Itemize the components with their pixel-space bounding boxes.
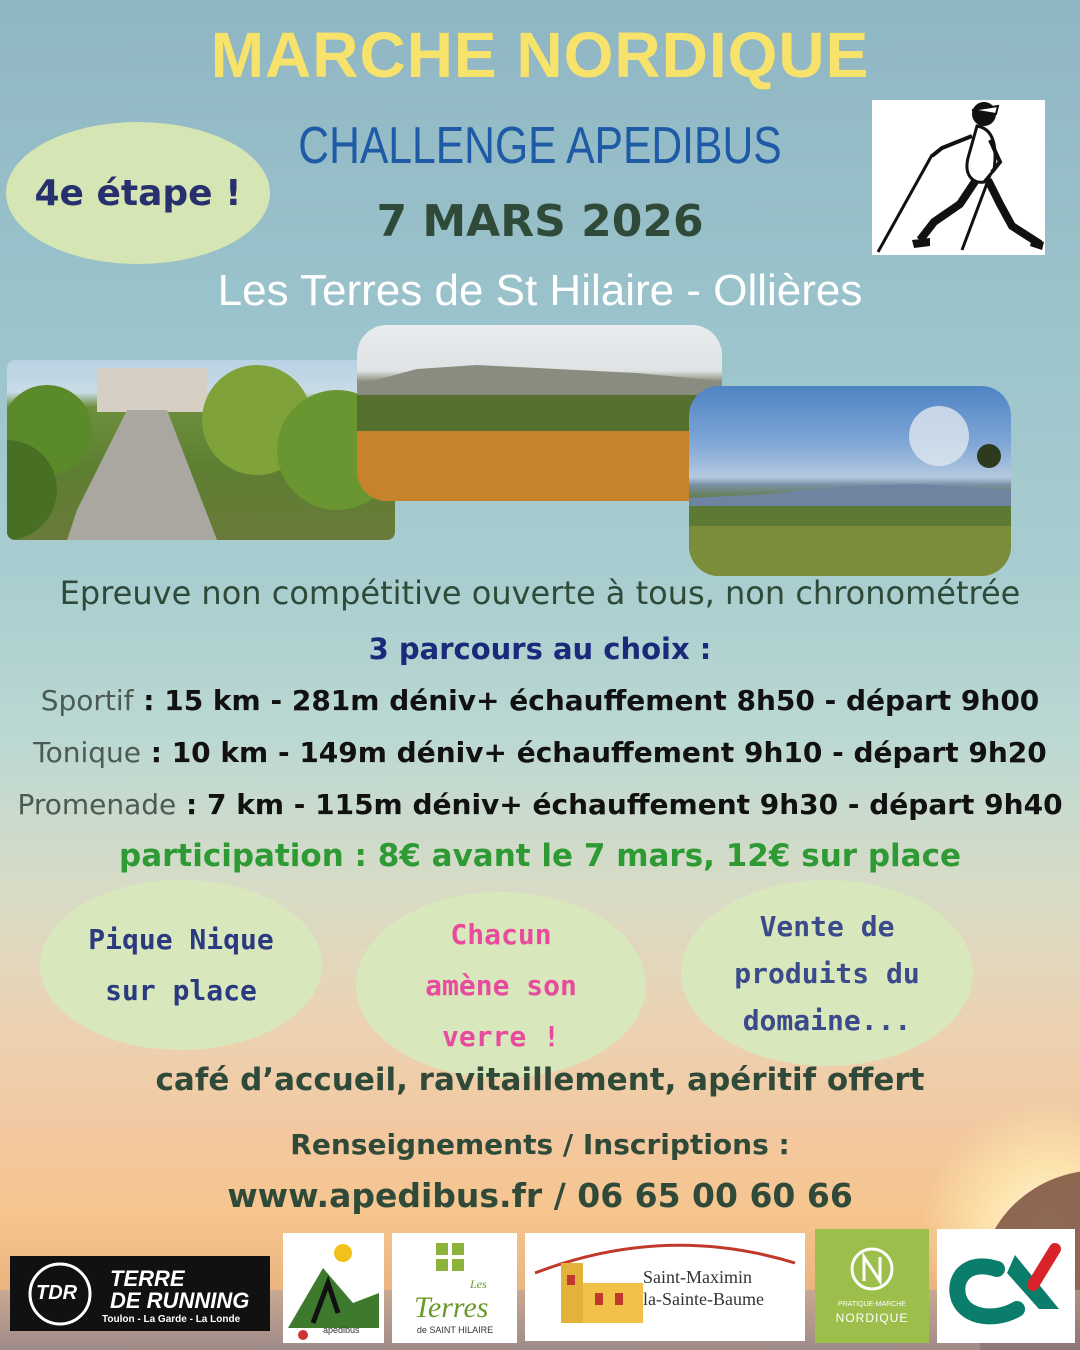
terres-text-3: de SAINT HILAIRE [416,1325,494,1335]
route-name: Promenade [17,788,177,821]
nordique-text-1: PRATIQUE-MARCHE [838,1301,906,1308]
route-promenade: Promenade : 7 km - 115m déniv+ échauffement 9h30 - départ 9h40 [17,788,1063,821]
contact-info[interactable]: www.apedibus.fr / 06 65 00 60 66 [227,1176,853,1215]
terres-saint-hilaire-logo [392,1233,517,1343]
nordique-text-2: NORDIQUE [835,1311,909,1325]
saint-maximin-logo [525,1233,805,1341]
route-tonique: Tonique : 10 km - 149m déniv+ échauffement 9h10 - départ 9h20 [33,736,1047,769]
poster-title: MARCHE NORDIQUE [210,19,870,91]
mountain-landscape-photo [357,325,722,501]
marche-nordique-logo [815,1229,929,1343]
intro-text: Epreuve non compétitive ouverte à tous, non chronométrée [59,574,1021,612]
route-detail: 10 km - 149m déniv+ échauffement 9h10 - départ 9h20 [171,736,1047,769]
route-name: Tonique [33,736,141,769]
terres-text-1: Les [470,1277,487,1291]
bring-glass-bubble: Chacun amène son verre ! [356,892,646,1078]
event-date: 7 MARS 2026 [376,196,704,247]
apedibus-logo-text: apedibus [323,1325,360,1335]
route-sportif: Sportif : 15 km - 281m déniv+ échauffement 8h50 - départ 9h00 [40,684,1040,717]
participation-fee: participation : 8€ avant le 7 mars, 12€ sur place [119,838,961,874]
stmax-text-1: Saint-Maximin [643,1267,752,1287]
tdr-towns: Toulon - La Garde - La Londe [102,1314,241,1325]
valley-landscape-photo [689,386,1011,576]
challenge-subtitle: CHALLENGE APEDIBUS [298,117,782,175]
tdr-name-2: DE RUNNING [110,1288,250,1313]
event-location: Les Terres de St Hilaire - Ollières [217,266,863,315]
services-text: café d’accueil, ravitaillement, apéritif offert [155,1062,925,1098]
tdr-logo [10,1256,270,1331]
stmax-text-2: la-Sainte-Baume [643,1289,764,1309]
stage-badge-label: 4e étape ! [34,172,242,214]
nordic-walker-icon [872,100,1045,255]
tdr-name-1: TERRE [110,1266,185,1291]
terres-text-2: Terres [414,1291,489,1324]
route-name: Sportif [40,684,134,717]
credit-agricole-logo [937,1229,1075,1343]
vineyard-road-photo [7,360,395,540]
picnic-bubble: Pique Nique sur place [40,880,322,1050]
route-detail: 7 km - 115m déniv+ échauffement 9h30 - départ 9h40 [206,788,1063,821]
info-label: Renseignements / Inscriptions : [290,1128,790,1161]
route-detail: 15 km - 281m déniv+ échauffement 8h50 - départ 9h00 [164,684,1040,717]
product-sale-bubble: Vente de produits du domaine... [681,880,973,1066]
apedibus-logo [283,1233,384,1343]
routes-title: 3 parcours au choix : [368,632,712,666]
tdr-badge: TDR [36,1282,78,1304]
